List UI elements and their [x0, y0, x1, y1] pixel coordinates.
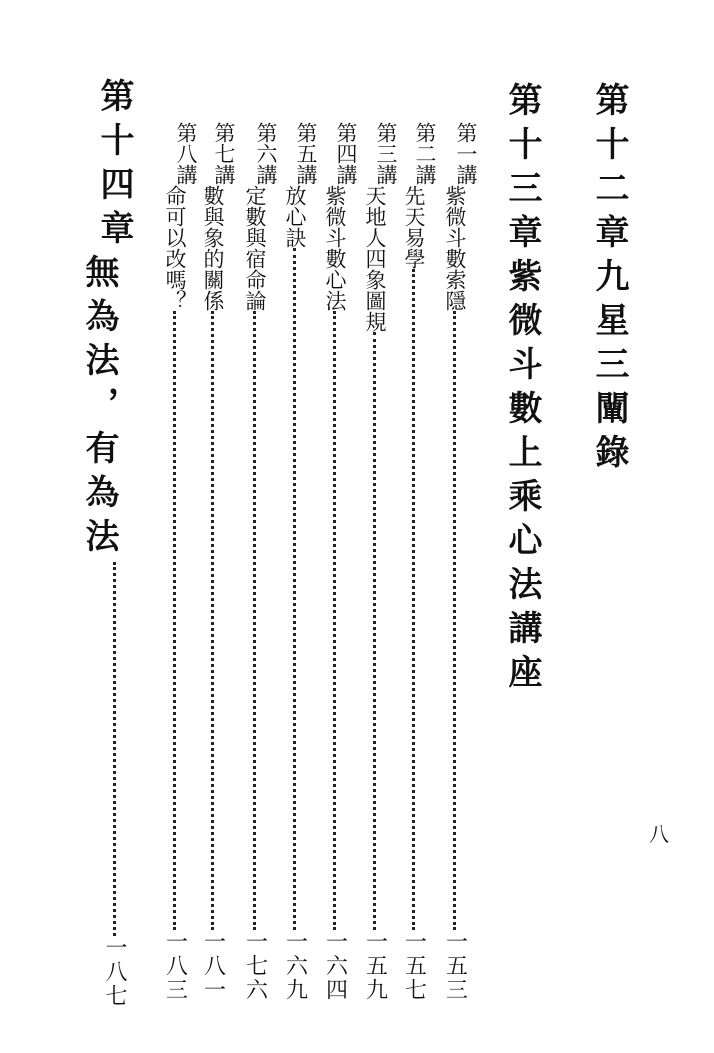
lecture-1-number: 第一講 [454, 122, 478, 185]
toc-entry-lecture-7[interactable] [191, 122, 234, 1002]
lecture-2-title: 先天易學 [402, 185, 426, 269]
lecture-5-number: 第五講 [294, 122, 318, 185]
lecture-5-leader [293, 248, 296, 930]
toc-entry-lecture-5[interactable] [273, 122, 316, 1002]
lecture-2-page: 一五七 [401, 930, 427, 1002]
lecture-7-page: 一八一 [200, 930, 226, 1002]
lecture-1-page: 一五三 [442, 930, 468, 1002]
lecture-3-title: 天地人四象圖規 [363, 185, 387, 332]
chapter-13-heading [502, 82, 542, 698]
lecture-8-number: 第八講 [174, 122, 198, 185]
toc-entry-lecture-3[interactable] [353, 122, 396, 1002]
lecture-6-page: 一七六 [242, 930, 268, 1002]
chapter-12-title: 九星三闡錄 [589, 258, 629, 478]
lecture-1-leader [453, 311, 456, 930]
page-number-marker: 八 [649, 822, 669, 846]
chapter-13-number: 第十三章 [502, 82, 542, 258]
lecture-7-title: 數與象的關係 [201, 185, 225, 311]
lecture-4-number: 第四講 [334, 122, 358, 185]
lecture-6-number: 第六講 [254, 122, 278, 185]
lecture-6-leader [253, 311, 256, 930]
chapter-12-heading [589, 82, 629, 478]
lecture-4-title: 紫微斗數心法 [323, 185, 347, 311]
lecture-1-title: 紫微斗數索隱 [443, 185, 467, 311]
lecture-7-leader [211, 311, 214, 930]
toc-entry-lecture-6[interactable] [233, 122, 276, 1002]
chapter-14-title: 無為法，有為法 [79, 254, 119, 562]
lecture-5-page: 一六九 [282, 930, 308, 1002]
chapter-13-title: 紫微斗數上乘心法講座 [502, 258, 542, 698]
lecture-2-leader [412, 269, 415, 930]
toc-entry-lecture-2[interactable] [392, 122, 435, 1002]
lecture-3-number: 第三講 [374, 122, 398, 185]
lecture-5-title: 放心訣 [283, 185, 307, 248]
lecture-7-number: 第七講 [212, 122, 236, 185]
chapter-14-number: 第十四章 [94, 78, 134, 254]
toc-entry-lecture-1[interactable] [433, 122, 476, 1002]
lecture-3-leader [373, 332, 376, 930]
lecture-8-leader [173, 311, 176, 930]
lecture-4-page: 一六四 [322, 930, 348, 1002]
chapter-14-leader [113, 562, 116, 936]
toc-entry-lecture-8[interactable] [153, 122, 196, 1002]
lecture-8-page: 一八三 [162, 930, 188, 1002]
lecture-4-leader [333, 311, 336, 930]
lecture-2-number: 第二講 [413, 122, 437, 185]
lecture-6-title: 定數與宿命論 [243, 185, 267, 311]
toc-entry-chapter-14[interactable] [79, 78, 146, 1008]
toc-entry-lecture-4[interactable] [313, 122, 356, 1002]
lecture-8-title: 命可以改嗎？ [163, 185, 187, 311]
lecture-3-page: 一五九 [362, 930, 388, 1002]
chapter-14-page: 一八七 [102, 936, 127, 1008]
chapter-12-number: 第十二章 [589, 82, 629, 258]
